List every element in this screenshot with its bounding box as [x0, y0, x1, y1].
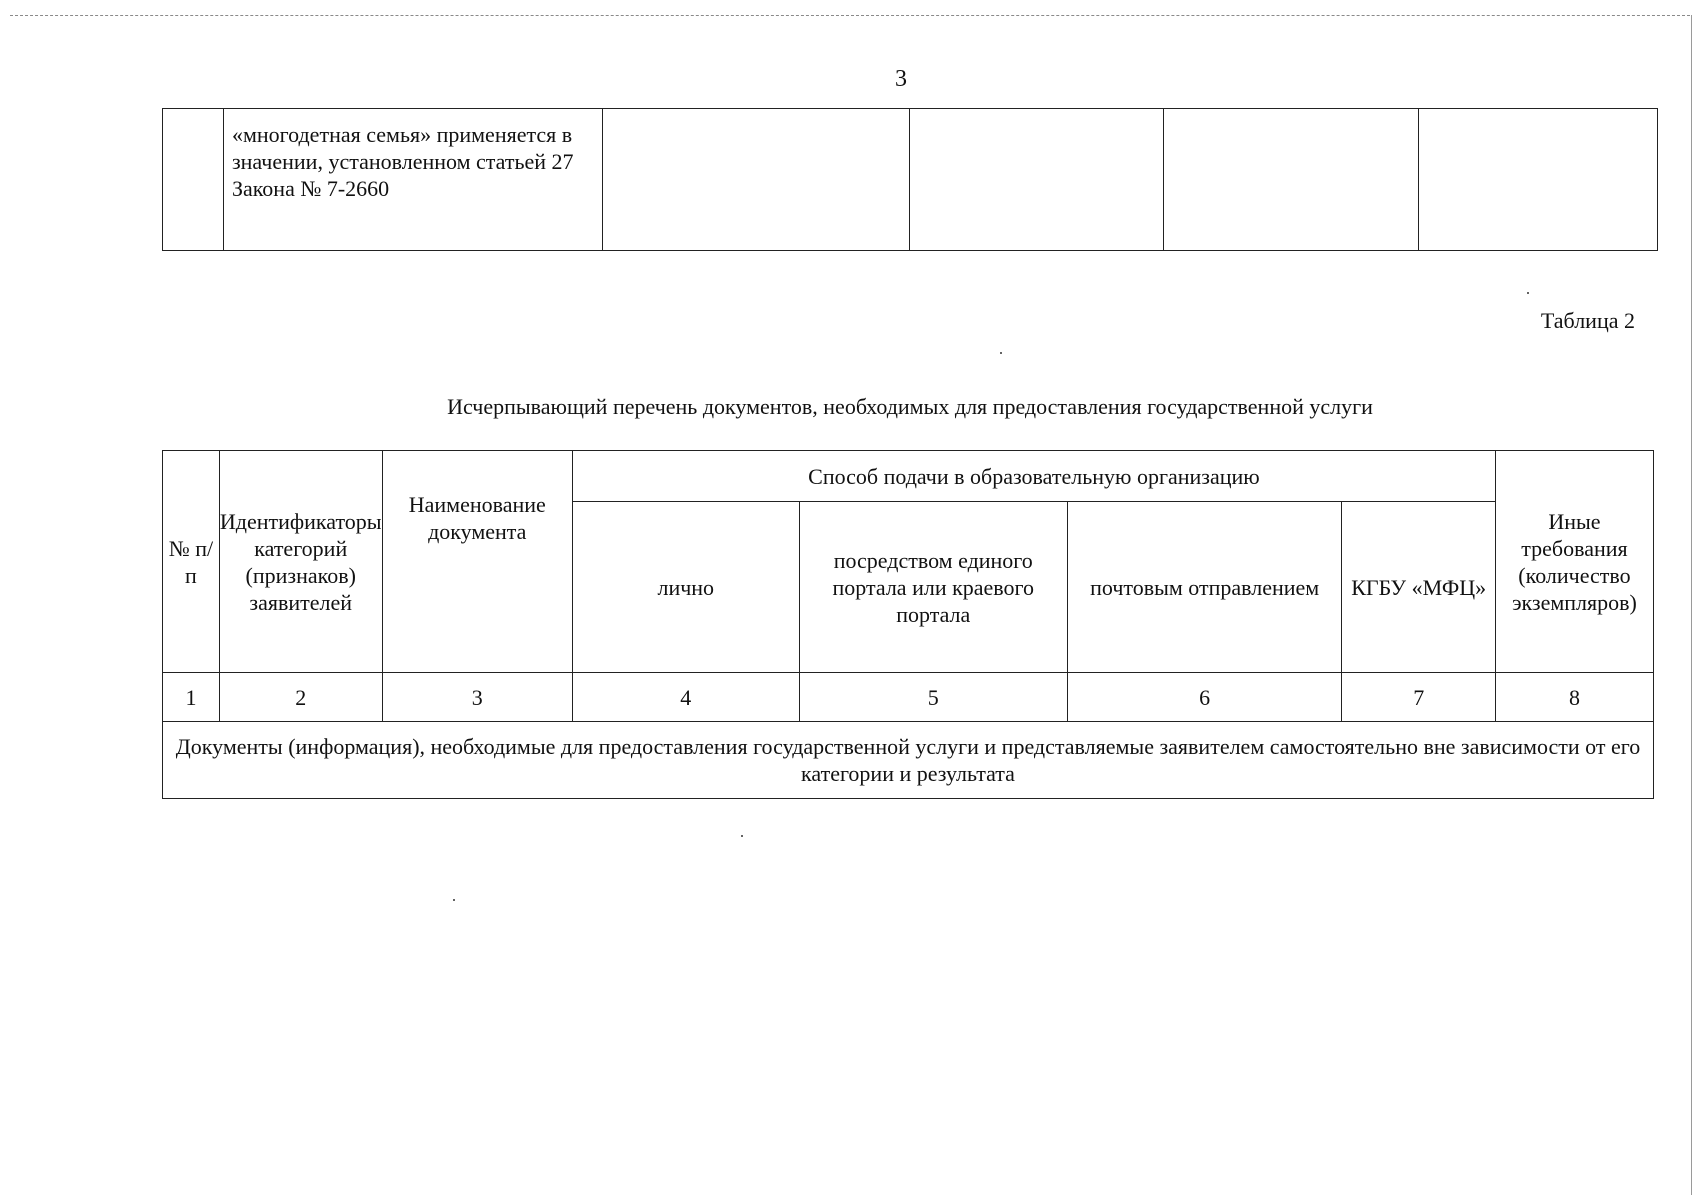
column-number: 8: [1495, 673, 1653, 722]
header-doc-name: Наименование документа: [382, 451, 572, 673]
header-mail: почтовым отправлением: [1067, 502, 1342, 673]
page-number: 3: [895, 66, 907, 92]
header-other-requirements: Иные требования (количество экземпляров): [1495, 451, 1653, 673]
scan-speck: [741, 835, 743, 837]
table-2-documents: [162, 450, 1654, 799]
header-num: № п/п: [163, 451, 220, 673]
column-number: 4: [572, 673, 799, 722]
column-number: 6: [1067, 673, 1342, 722]
table-title: Исчерпывающий перечень документов, необходимых для предоставления государственной услуги: [447, 394, 1373, 419]
header-portal: посредством единого портала или краевого портала: [799, 502, 1067, 673]
column-number: 1: [163, 673, 220, 722]
column-number-row: [163, 673, 1654, 722]
scan-edge-top: [10, 15, 1690, 16]
continuation-text-cell: «многодетная семья» применяется в значении, установленном статьей 27 Закона № 7-2660: [223, 109, 602, 251]
scan-speck: [453, 899, 455, 901]
section-row-text: Документы (информация), необходимые для предоставления государственной услуги и представляемые заявителем самостоятельно вне зависимости от его категории и результата: [163, 722, 1654, 799]
column-number: 2: [219, 673, 382, 722]
table-cell-empty: [602, 109, 909, 251]
header-identifiers: Идентификаторы категорий (признаков) заявителей: [219, 451, 382, 673]
column-number: 5: [799, 673, 1067, 722]
header-submission-method: Способ подачи в образовательную организацию: [572, 451, 1495, 502]
column-number: 3: [382, 673, 572, 722]
scan-speck: [1527, 292, 1529, 294]
scan-edge-right: [1691, 15, 1692, 1195]
table-1-continuation: [162, 108, 1658, 251]
header-mfc: КГБУ «МФЦ»: [1342, 502, 1496, 673]
header-row-1: [163, 451, 1654, 502]
table-cell-empty: [163, 109, 224, 251]
section-row: [163, 722, 1654, 799]
column-number: 7: [1342, 673, 1496, 722]
table-row: [163, 109, 1658, 251]
table-cell-empty: [1164, 109, 1419, 251]
scan-speck: [1000, 352, 1002, 354]
table-cell-empty: [1419, 109, 1658, 251]
header-personally: лично: [572, 502, 799, 673]
table-label: Таблица 2: [1540, 308, 1635, 333]
table-cell-empty: [909, 109, 1164, 251]
